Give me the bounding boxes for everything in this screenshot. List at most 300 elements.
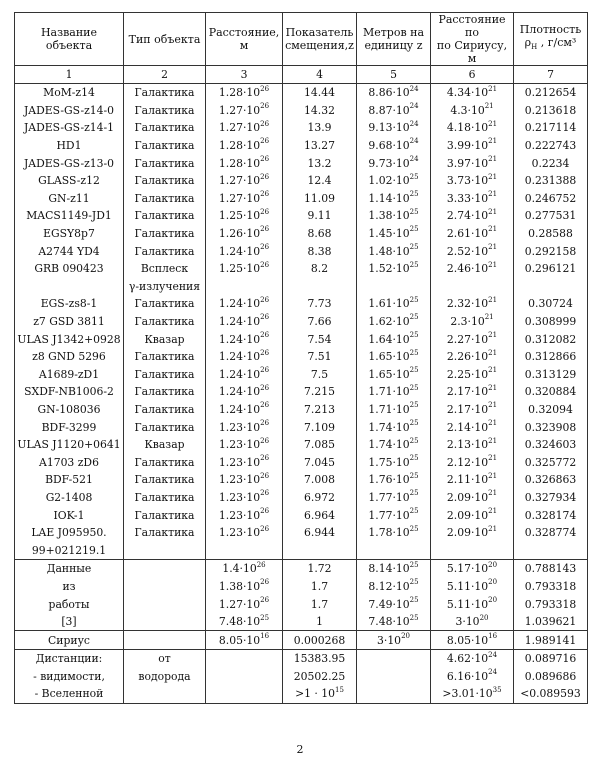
cell-density: 0.212654: [514, 84, 588, 102]
cell-redshift: 7.73: [283, 295, 357, 313]
cell-redshift: 1.7: [283, 595, 357, 613]
cell-density: 0.217114: [514, 119, 588, 137]
cell-sirius-distance: $6.16\cdot 10^{24}$: [431, 668, 514, 686]
cell-distance: $1.23\cdot 10^{26}$: [206, 436, 283, 454]
cell-object-type: Галактика: [124, 190, 206, 208]
cell-distance: $1.25\cdot 10^{26}$: [206, 260, 283, 278]
cell-meters-per-z: $1.76\cdot 10^{25}$: [357, 471, 431, 489]
cell-object-name: - видимости,: [15, 668, 124, 686]
cell-density: 0.324603: [514, 436, 588, 454]
cell-object-name: A1703 zD6: [15, 453, 124, 471]
cell-density: 0.277531: [514, 207, 588, 225]
cell-object-name: GLASS-z12: [15, 172, 124, 190]
cell-distance: $1.26\cdot 10^{26}$: [206, 225, 283, 243]
cell-sirius-distance: $2.12\cdot 10^{21}$: [431, 453, 514, 471]
cell-density: 0.788143: [514, 560, 588, 578]
cell-meters-per-z: $1.71\cdot 10^{25}$: [357, 383, 431, 401]
cell-object-type: Галактика: [124, 119, 206, 137]
cell-density: 0.231388: [514, 172, 588, 190]
cell-meters-per-z: $9.13\cdot 10^{24}$: [357, 119, 431, 137]
cell-density: 0.326863: [514, 471, 588, 489]
object-row: [15, 84, 588, 102]
cell-meters-per-z: $3\cdot 10^{20}$: [357, 631, 431, 650]
cell-object-name: BDF-3299: [15, 418, 124, 436]
cell-object-name: BDF-521: [15, 471, 124, 489]
cell-object-name: GN-108036: [15, 401, 124, 419]
object-row: [15, 119, 588, 137]
header-distance: Расстояние, м: [206, 13, 283, 66]
cell-distance: $1.24\cdot 10^{26}$: [206, 401, 283, 419]
cell-density: 0.328774: [514, 524, 588, 542]
column-number-sirius-distance: 6: [431, 66, 514, 84]
cell-density: 1.989141: [514, 631, 588, 650]
cell-redshift: 7.045: [283, 453, 357, 471]
cell-object-type: Галактика: [124, 366, 206, 384]
cell-distance: $1.23\cdot 10^{26}$: [206, 418, 283, 436]
data-table-container: [14, 12, 588, 704]
cell-object-type: [124, 560, 206, 578]
cell-distance: $1.24\cdot 10^{26}$: [206, 295, 283, 313]
cell-redshift: 1.7: [283, 578, 357, 596]
cell-distance: $1.38\cdot 10^{26}$: [206, 578, 283, 596]
cell-object-type: Галактика: [124, 225, 206, 243]
header-object-name: Название объекта: [15, 13, 124, 66]
cell-density: 0.30724: [514, 295, 588, 313]
cell-distance: [206, 541, 283, 559]
work-data-row: [15, 560, 588, 578]
cell-object-type: Галактика: [124, 489, 206, 507]
cell-object-type: Галактика: [124, 348, 206, 366]
table-header-row: [15, 13, 588, 66]
cell-meters-per-z: $1.71\cdot 10^{25}$: [357, 401, 431, 419]
cell-object-type: Галактика: [124, 242, 206, 260]
cell-density: 0.246752: [514, 190, 588, 208]
cell-redshift: 14.44: [283, 84, 357, 102]
object-row: [15, 313, 588, 331]
object-row: [15, 471, 588, 489]
cell-redshift: 13.27: [283, 137, 357, 155]
work-data-row: [15, 578, 588, 596]
cell-sirius-distance: $2.14\cdot 10^{21}$: [431, 418, 514, 436]
cell-object-type: Галактика: [124, 418, 206, 436]
cell-meters-per-z: $1.64\cdot 10^{25}$: [357, 330, 431, 348]
cell-meters-per-z: $8.14\cdot 10^{25}$: [357, 560, 431, 578]
distance-row: [15, 668, 588, 686]
cell-sirius-distance: $4.18\cdot 10^{21}$: [431, 119, 514, 137]
cell-distance: [206, 685, 283, 703]
cell-object-name: SXDF-NB1006-2: [15, 383, 124, 401]
sirius-row: [15, 631, 588, 650]
cell-meters-per-z: $1.75\cdot 10^{25}$: [357, 453, 431, 471]
cell-redshift: 7.085: [283, 436, 357, 454]
cell-sirius-distance: $2.17\cdot 10^{21}$: [431, 383, 514, 401]
cell-meters-per-z: [357, 541, 431, 559]
cell-object-name: ULAS J1120+0641: [15, 436, 124, 454]
cell-object-name: Дистанции:: [15, 650, 124, 668]
cell-meters-per-z: $8.86\cdot 10^{24}$: [357, 84, 431, 102]
cell-redshift: 6.964: [283, 506, 357, 524]
cell-meters-per-z: $1.48\cdot 10^{25}$: [357, 242, 431, 260]
cell-object-name: JADES-GS-z13-0: [15, 154, 124, 172]
cell-object-type: Галактика: [124, 383, 206, 401]
cell-sirius-distance: $>3.01\cdot 10^{35}$: [431, 685, 514, 703]
cell-object-type: Галактика: [124, 401, 206, 419]
object-row: [15, 242, 588, 260]
cell-object-type: Галактика: [124, 506, 206, 524]
cell-object-name: G2-1408: [15, 489, 124, 507]
distance-row: [15, 685, 588, 703]
cell-distance: $1.23\cdot 10^{26}$: [206, 471, 283, 489]
cell-redshift: 6.944: [283, 524, 357, 542]
cell-object-name: HD1: [15, 137, 124, 155]
object-row: [15, 225, 588, 243]
cell-density: 0.292158: [514, 242, 588, 260]
cell-redshift: 8.38: [283, 242, 357, 260]
object-row: [15, 190, 588, 208]
cell-object-type: Галактика: [124, 471, 206, 489]
cell-meters-per-z: $1.62\cdot 10^{25}$: [357, 313, 431, 331]
cell-redshift: 11.09: [283, 190, 357, 208]
table-body: [15, 13, 588, 704]
object-row: [15, 366, 588, 384]
cell-sirius-distance: $3.73\cdot 10^{21}$: [431, 172, 514, 190]
cell-object-name: GN-z11: [15, 190, 124, 208]
cell-density: 0.312082: [514, 330, 588, 348]
cell-sirius-distance: $2.27\cdot 10^{21}$: [431, 330, 514, 348]
cell-density: 0.325772: [514, 453, 588, 471]
cell-meters-per-z: $1.78\cdot 10^{25}$: [357, 524, 431, 542]
cell-redshift: 0.000268: [283, 631, 357, 650]
object-row: [15, 436, 588, 454]
cell-density: 0.320884: [514, 383, 588, 401]
object-row: [15, 383, 588, 401]
cell-object-type: Галактика: [124, 453, 206, 471]
cell-redshift: 20502.25: [283, 668, 357, 686]
cell-sirius-distance: $3.99\cdot 10^{21}$: [431, 137, 514, 155]
cell-object-type: Квазар: [124, 330, 206, 348]
cell-distance: $1.23\cdot 10^{26}$: [206, 453, 283, 471]
cell-distance: $1.27\cdot 10^{26}$: [206, 190, 283, 208]
cell-object-type: [124, 613, 206, 631]
cell-density: 0.213618: [514, 102, 588, 120]
cell-redshift: 7.51: [283, 348, 357, 366]
object-row: [15, 207, 588, 225]
cell-meters-per-z: [357, 685, 431, 703]
column-number-object-name: 1: [15, 66, 124, 84]
cell-object-name: LAE J095950.: [15, 524, 124, 542]
cell-object-name: JADES-GS-z14-0: [15, 102, 124, 120]
cell-object-name: 99+021219.1: [15, 541, 124, 559]
cell-object-name: z8 GND 5296: [15, 348, 124, 366]
cell-object-type: Галактика: [124, 172, 206, 190]
cell-meters-per-z: $1.38\cdot 10^{25}$: [357, 207, 431, 225]
cell-density: 0.308999: [514, 313, 588, 331]
cell-sirius-distance: $5.11\cdot 10^{20}$: [431, 578, 514, 596]
cell-density: [514, 541, 588, 559]
cell-distance: $1.28\cdot 10^{26}$: [206, 84, 283, 102]
cell-density: 0.296121: [514, 260, 588, 278]
cell-distance: $1.24\cdot 10^{26}$: [206, 366, 283, 384]
cell-object-name: z7 GSD 3811: [15, 313, 124, 331]
cell-redshift: 7.109: [283, 418, 357, 436]
object-row: [15, 489, 588, 507]
cell-redshift: 7.008: [283, 471, 357, 489]
object-row: [15, 330, 588, 348]
cell-sirius-distance: $4.34\cdot 10^{21}$: [431, 84, 514, 102]
cell-object-type: Всплеск: [124, 260, 206, 278]
cell-sirius-distance: $2.25\cdot 10^{21}$: [431, 366, 514, 384]
cell-sirius-distance: $4.62\cdot 10^{24}$: [431, 650, 514, 668]
cell-redshift: 7.5: [283, 366, 357, 384]
cell-object-type: Галактика: [124, 137, 206, 155]
cell-density: 0.312866: [514, 348, 588, 366]
cell-distance: $1.4\cdot 10^{26}$: [206, 560, 283, 578]
cell-distance: $1.23\cdot 10^{26}$: [206, 489, 283, 507]
cell-density: 0.28588: [514, 225, 588, 243]
column-number-meters-per-z: 5: [357, 66, 431, 84]
cell-redshift: 13.9: [283, 119, 357, 137]
cell-redshift: [283, 541, 357, 559]
cell-object-type: от: [124, 650, 206, 668]
object-row: [15, 453, 588, 471]
cell-object-name: [15, 278, 124, 296]
cell-distance: $1.27\cdot 10^{26}$: [206, 119, 283, 137]
object-row: [15, 102, 588, 120]
object-row: [15, 348, 588, 366]
cell-sirius-distance: [431, 541, 514, 559]
object-row: [15, 401, 588, 419]
cell-sirius-distance: $2.17\cdot 10^{21}$: [431, 401, 514, 419]
object-row: [15, 524, 588, 542]
cell-density: 0.222743: [514, 137, 588, 155]
cell-redshift: [283, 278, 357, 296]
object-row: [15, 295, 588, 313]
cell-distance: $1.24\cdot 10^{26}$: [206, 330, 283, 348]
cell-distance: [206, 668, 283, 686]
cell-distance: $1.25\cdot 10^{26}$: [206, 207, 283, 225]
cell-density: <0.089593: [514, 685, 588, 703]
cell-density: 0.327934: [514, 489, 588, 507]
object-row: [15, 541, 588, 559]
cell-sirius-distance: $2.26\cdot 10^{21}$: [431, 348, 514, 366]
cell-distance: $1.28\cdot 10^{26}$: [206, 154, 283, 172]
object-row: [15, 172, 588, 190]
objects-table: [14, 12, 588, 704]
cell-object-type: [124, 541, 206, 559]
cell-sirius-distance: $2.09\cdot 10^{21}$: [431, 506, 514, 524]
cell-redshift: 1: [283, 613, 357, 631]
cell-sirius-distance: $2.3\cdot 10^{21}$: [431, 313, 514, 331]
cell-redshift: 7.66: [283, 313, 357, 331]
work-data-row: [15, 613, 588, 631]
cell-object-name: ULAS J1342+0928: [15, 330, 124, 348]
cell-distance: $1.24\cdot 10^{26}$: [206, 242, 283, 260]
cell-meters-per-z: $1.52\cdot 10^{25}$: [357, 260, 431, 278]
cell-object-name: GRB 090423: [15, 260, 124, 278]
cell-distance: $8.05\cdot 10^{16}$: [206, 631, 283, 650]
cell-meters-per-z: $1.61\cdot 10^{25}$: [357, 295, 431, 313]
header-density: Плотность $\rho_H$ , г/см³: [514, 13, 588, 66]
cell-sirius-distance: [431, 278, 514, 296]
cell-object-name: EGSY8p7: [15, 225, 124, 243]
cell-distance: [206, 278, 283, 296]
cell-sirius-distance: $2.61\cdot 10^{21}$: [431, 225, 514, 243]
cell-distance: $1.23\cdot 10^{26}$: [206, 506, 283, 524]
cell-redshift: 6.972: [283, 489, 357, 507]
cell-object-type: Галактика: [124, 84, 206, 102]
cell-meters-per-z: $1.74\cdot 10^{25}$: [357, 436, 431, 454]
cell-sirius-distance: $3.33\cdot 10^{21}$: [431, 190, 514, 208]
cell-redshift: 14.32: [283, 102, 357, 120]
cell-distance: $1.23\cdot 10^{26}$: [206, 524, 283, 542]
cell-sirius-distance: $2.52\cdot 10^{21}$: [431, 242, 514, 260]
cell-sirius-distance: $3\cdot 10^{20}$: [431, 613, 514, 631]
cell-object-type: водорода: [124, 668, 206, 686]
cell-meters-per-z: $1.77\cdot 10^{25}$: [357, 489, 431, 507]
cell-sirius-distance: $4.3\cdot 10^{21}$: [431, 102, 514, 120]
work-data-row: [15, 595, 588, 613]
cell-object-name: из: [15, 578, 124, 596]
cell-density: 0.089686: [514, 668, 588, 686]
column-number-redshift: 4: [283, 66, 357, 84]
cell-sirius-distance: $2.09\cdot 10^{21}$: [431, 489, 514, 507]
cell-density: 0.793318: [514, 578, 588, 596]
cell-object-name: A1689-zD1: [15, 366, 124, 384]
cell-object-type: Галактика: [124, 295, 206, 313]
cell-object-type: Галактика: [124, 102, 206, 120]
cell-density: 0.323908: [514, 418, 588, 436]
cell-object-type: [124, 685, 206, 703]
cell-meters-per-z: $8.12\cdot 10^{25}$: [357, 578, 431, 596]
cell-meters-per-z: $1.74\cdot 10^{25}$: [357, 418, 431, 436]
cell-redshift: 1.72: [283, 560, 357, 578]
column-number-row: [15, 66, 588, 84]
cell-object-type: [124, 631, 206, 650]
cell-distance: $1.27\cdot 10^{26}$: [206, 172, 283, 190]
cell-redshift: $>1 \cdot 10^{15}$: [283, 685, 357, 703]
cell-object-type: Галактика: [124, 524, 206, 542]
page-number: 2: [296, 743, 304, 756]
cell-distance: $7.48\cdot 10^{25}$: [206, 613, 283, 631]
cell-object-name: JADES-GS-z14-1: [15, 119, 124, 137]
cell-meters-per-z: $8.87\cdot 10^{24}$: [357, 102, 431, 120]
cell-density: 0.313129: [514, 366, 588, 384]
header-sirius-distance: Расстояние по по Сириусу, м: [431, 13, 514, 66]
cell-sirius-distance: $2.13\cdot 10^{21}$: [431, 436, 514, 454]
cell-sirius-distance: $3.97\cdot 10^{21}$: [431, 154, 514, 172]
object-row: [15, 278, 588, 296]
cell-object-name: MoM-z14: [15, 84, 124, 102]
column-number-distance: 3: [206, 66, 283, 84]
cell-meters-per-z: $7.48\cdot 10^{25}$: [357, 613, 431, 631]
cell-redshift: 12.4: [283, 172, 357, 190]
cell-density: 0.32094: [514, 401, 588, 419]
cell-meters-per-z: $1.45\cdot 10^{25}$: [357, 225, 431, 243]
cell-redshift: 8.68: [283, 225, 357, 243]
cell-density: 0.089716: [514, 650, 588, 668]
cell-object-type: γ-излучения: [124, 278, 206, 296]
cell-distance: $1.24\cdot 10^{26}$: [206, 313, 283, 331]
cell-object-name: EGS-zs8-1: [15, 295, 124, 313]
header-redshift: Показатель смещения,z: [283, 13, 357, 66]
header-object-type: Тип объекта: [124, 13, 206, 66]
cell-meters-per-z: $7.49\cdot 10^{25}$: [357, 595, 431, 613]
cell-object-type: Галактика: [124, 154, 206, 172]
object-row: [15, 418, 588, 436]
cell-density: 0.793318: [514, 595, 588, 613]
cell-object-type: Квазар: [124, 436, 206, 454]
cell-sirius-distance: $2.09\cdot 10^{21}$: [431, 524, 514, 542]
column-number-density: 7: [514, 66, 588, 84]
cell-distance: $1.24\cdot 10^{26}$: [206, 383, 283, 401]
cell-meters-per-z: $1.65\cdot 10^{25}$: [357, 366, 431, 384]
column-number-object-type: 2: [124, 66, 206, 84]
cell-redshift: 13.2: [283, 154, 357, 172]
cell-meters-per-z: $9.73\cdot 10^{24}$: [357, 154, 431, 172]
cell-redshift: 7.54: [283, 330, 357, 348]
cell-meters-per-z: [357, 668, 431, 686]
cell-object-type: Галактика: [124, 313, 206, 331]
object-row: [15, 137, 588, 155]
object-row: [15, 506, 588, 524]
cell-redshift: 15383.95: [283, 650, 357, 668]
cell-object-name: [3]: [15, 613, 124, 631]
cell-object-name: Сириус: [15, 631, 124, 650]
cell-object-type: Галактика: [124, 207, 206, 225]
object-row: [15, 154, 588, 172]
cell-density: 0.2234: [514, 154, 588, 172]
cell-density: [514, 278, 588, 296]
cell-meters-per-z: $1.65\cdot 10^{25}$: [357, 348, 431, 366]
cell-meters-per-z: $1.14\cdot 10^{25}$: [357, 190, 431, 208]
cell-sirius-distance: $5.17\cdot 10^{20}$: [431, 560, 514, 578]
cell-sirius-distance: $2.32\cdot 10^{21}$: [431, 295, 514, 313]
cell-object-type: [124, 595, 206, 613]
object-row: [15, 260, 588, 278]
cell-sirius-distance: $2.74\cdot 10^{21}$: [431, 207, 514, 225]
cell-object-name: работы: [15, 595, 124, 613]
cell-meters-per-z: $1.02\cdot 10^{25}$: [357, 172, 431, 190]
cell-redshift: 9.11: [283, 207, 357, 225]
cell-sirius-distance: $8.05\cdot 10^{16}$: [431, 631, 514, 650]
cell-meters-per-z: [357, 278, 431, 296]
cell-meters-per-z: $1.77\cdot 10^{25}$: [357, 506, 431, 524]
cell-redshift: 7.213: [283, 401, 357, 419]
cell-distance: [206, 650, 283, 668]
cell-distance: $1.24\cdot 10^{26}$: [206, 348, 283, 366]
cell-object-name: Данные: [15, 560, 124, 578]
cell-sirius-distance: $2.46\cdot 10^{21}$: [431, 260, 514, 278]
cell-object-type: [124, 578, 206, 596]
cell-distance: $1.27\cdot 10^{26}$: [206, 102, 283, 120]
header-meters-per-z: Метров на единицу z: [357, 13, 431, 66]
cell-meters-per-z: $9.68\cdot 10^{24}$: [357, 137, 431, 155]
cell-object-name: MACS1149-JD1: [15, 207, 124, 225]
cell-density: 1.039621: [514, 613, 588, 631]
distance-row: [15, 650, 588, 668]
cell-density: 0.328174: [514, 506, 588, 524]
cell-redshift: 7.215: [283, 383, 357, 401]
cell-distance: $1.27\cdot 10^{26}$: [206, 595, 283, 613]
cell-object-name: A2744 YD4: [15, 242, 124, 260]
cell-object-name: - Вселенной: [15, 685, 124, 703]
cell-object-name: IOK-1: [15, 506, 124, 524]
cell-redshift: 8.2: [283, 260, 357, 278]
cell-meters-per-z: [357, 650, 431, 668]
cell-sirius-distance: $5.11\cdot 10^{20}$: [431, 595, 514, 613]
cell-sirius-distance: $2.11\cdot 10^{21}$: [431, 471, 514, 489]
cell-distance: $1.28\cdot 10^{26}$: [206, 137, 283, 155]
